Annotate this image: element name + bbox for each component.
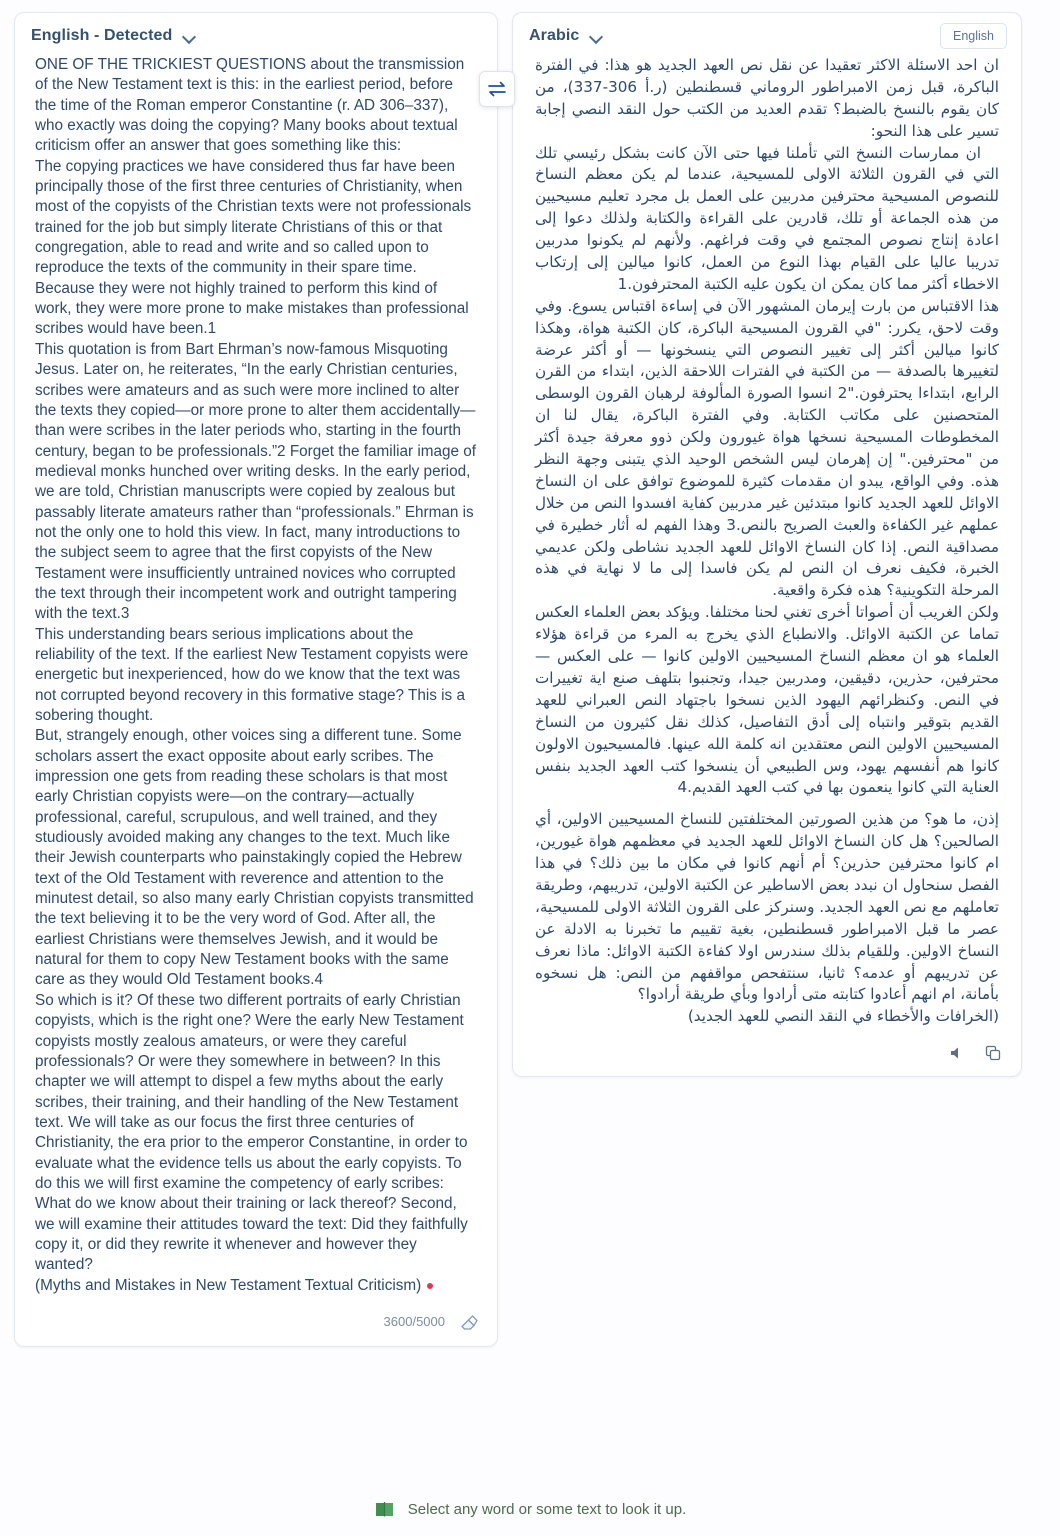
target-paragraph-citation: (الخرافات والأخطاء في النقد النصي للعهد الجديد) [687,1007,999,1026]
lookup-hint-text: Select any word or some text to look it up. [407,1500,687,1518]
copy-icon[interactable] [981,1042,1005,1064]
dictionary-icon [374,1500,396,1518]
source-paragraph-citation [35,1276,477,1296]
character-counter: 3600/5000 [383,1314,445,1330]
eraser-icon[interactable] [459,1312,479,1332]
translated-text[interactable] [513,51,1021,1034]
chevron-down-icon[interactable] [589,29,603,43]
source-paragraph: But, strangely enough, other voices sing a different tune. Some scholars assert the exact opposite about early scribes. The impression one gets from reading these scholars is that most early Christian copyists were—on the contrary—actually professional, careful, scrupulous, and well trained, and they studiously avoided making any changes to the text. Much like their Jewish counterparts who painstakingly copied the Hebrew text of the Old Testament with reverence and attention to the minutest detail, so also many early Christian copyists transmitted the text believing it to be the very word of God. After all, the earliest Christians were themselves Jewish, and it would be natural for them to copy New Testament books with the same care as they would Old Testament books.4 [35,727,474,989]
source-paragraph: This understanding bears serious implications about the reliability of the text. If the earliest New Testament copyists were energetic but inexperienced, how do we know that the text was not corrupted beyond recovery in this formative stage? This is a sobering thought. [35,625,469,724]
target-footer [513,1034,1021,1076]
swap-languages-icon [487,81,507,97]
chevron-down-icon[interactable] [182,29,196,43]
red-dot-marker [427,1283,433,1289]
source-text[interactable] [15,51,497,1302]
source-paragraph: This quotation is from Bart Ehrman’s now-famous Misquoting Jesus. Later on, he reiterates, “In the early Christian centuries, scribes were amateurs and as such were more inclined to alter the texts they copied—or more prone to alter them accidentally—than were scribes in the later periods who, starting in the fourth century, began to be professionals.”2 Forget the familiar image of medieval monks hunched over writing desks. In the early period, we are told, Christian manuscripts were copied by zealous but passably literate amateurs rather than “professionals.” Ehrman is not the only one to hold this view. In fact, many introductions to the subject seem to agree that the first copyists of the New Testament were insufficiently untrained novices who corrupted the text through their incompetent work and outright tampering with the text.3 [35,340,477,623]
lookup-hint [0,1500,1060,1518]
citation-text: (Myths and Mistakes in New Testament Textual Criticism) [35,1276,422,1294]
target-paragraph: هذا الاقتباس من بارت إيرمان المشهور الآن في إساءة اقتباس يسوع. وفي وقت لاحق، يكرر: "في القرون المسيحية الباكرة، كان الكتبة هواة، وهكذا كانوا ميالين أكثر إلى تغيير النصوص التي ينسخونها — أو أكثر عرضة لتغييرها بالصدفة — من الكتبة في الفترات اللاحقة الذين، ابتداء من القرن الرابع، ابتداءا يحترفون."2 انسوا الصورة المألوفة لرهبان القرون الوسطى المتحصنين على مكاتب الكتابة. وفي الفترة الباكرة، يقال لنا ان المخطوطات المسيحية نسخها هواة غيورون ولكن ذوو معرفة جيدة أكثر من "محترفين." إن إهرمان ليس الشخص الوحيد الذي يتبنى وجهة النظر هذه. وفي الواقع، يبدو ان مقدمات كثيرة للموضوع توافق على ان النساخ الاوائل للعهد الجديد كانوا مبتدئين غير مدربين كفاية افسدوا النص من خلال عملهم غير الكفاءة والعبث الصريح بالنص.3 وهذا الفهم له أثار خطيرة في مصداقية النص. إذا كان النساخ الاوائل للعهد الجديد نشاطى ولكن عديمي الخبرة، فكيف نعرف ان النص لم يكن فاسدا إلى ما لا نهاية في هذه المرحلة التكوينية؟ هذه فكرة واقعية. [535,296,1000,600]
english-toggle-button[interactable]: English [940,23,1007,49]
target-header [513,13,1021,51]
target-paragraph: ان ممارسات النسخ التي تأملنا فيها حتى الآن كانت بشكل رئيسي تلك التي في القرون الثلاثة الاولى للمسيحية، عندما لم يكن معظم النساخ للنصوص المسيحية محترفين مدربين على العمل بل مجرد تعليم مسيحيين من هذه الجماعة أو تلك، قادرين على القراءة والكتابة ولذلك دعوا إلى اعادة إنتاج نصوص المجتمع في وقت فراغهم. ولأنهم لم يكونوا مدربين تدريبا عاليا على القيام بهذا النوع من العمل، كانوا ميالين إلى إرتكاب الاخطاء أكثر مما كان يمكن ان يكون عليه الكتبة المحترفون.1 [535,143,999,293]
source-paragraph: So which is it? Of these two different portraits of early Christian copyists, which is the right one? Were the early New Testament copyists mostly zealous amateurs, or were they careful professionals? Or were they somewhere in between? In this chapter we will attempt to dispel a few myths about the early scribes, their training, and their handling of the New Testament text. We will take as our focus the first three centuries of Christianity, the era prior to the emperor Constantine, in order to evaluate what the evidence tells us about the early copyists. To do this we will first examine the competency of early scribes: What do we know about their training or lack thereof? Second, we will examine their attitudes toward the text: Did they faithfully copy it, or did they rewrite it whenever and however they wanted? [35,991,468,1274]
target-language-label: Arabic [529,27,580,44]
source-language-selector[interactable] [15,13,497,51]
swap-languages-button[interactable] [479,71,515,107]
target-language-selector[interactable] [529,23,603,45]
target-paragraph: ولكن الغريب أن أصواتا أخرى تغني لحنا مختلفا. ويؤكد بعض العلماء العكس تماما عن الكتبة الاوائل. والانطباع الذي يخرج به المرء من قراءة هؤلاء العلماء هو ان معظم النساخ المسيحيين الاولين كانوا — على العكس — محترفين، حذرين، دقيقين، ومدربين جيدا، وتجنبوا بتلهف صنع اية تغييرات في النص. وكنظرائهم اليهود الذين نسخوا باجتهاد النص العبراني للعهد القديم بتوقير وانتباه إلى أدق التفاصيل، كذلك نقل كثيرون من النساخ المسيحيين الاولين النص معتقدين انه كلمة الله عينها. فالمسيحيون الاولون كانوا هم أنفسهم يهود، وس الطبيعي أن ينسخوا كتب العهد الجديد بنفس العناية التي كانوا ينعمون بها في كتب العهد القديم.4 [535,603,999,797]
target-paragraph: ان احد الاسئلة الاكثر تعقيدا عن نقل نص العهد الجديد هو هذا: في الفترة الباكرة، قبل زمن الامبراطور الروماني قسطنطين (ر.أ 306-337)، من كان يقوم بالنسخ بالضبط؟ تقدم العديد من الكتب حول النقد النصي إجابة تسير على هذا النحو: [535,56,999,140]
speaker-icon[interactable] [945,1042,969,1064]
target-paragraph: إذن، ما هو؟ من هذين الصورتين المختلفتين للنساخ المسيحيين الاولين، أي الصالحين؟ هل كان النساخ الاوائل للعهد الجديد في معظمهم هواة غيورين، ام كانوا محترفين حذرين؟ أم أنهم كانوا في مكان ما بين ذلك؟ في هذا الفصل سنحاول ان نبدد بعض الاساطير عن الكتبة الاولين، تدريبهم، وطريقة تعاملهم مع نص العهد الجديد. وسنركز على القرون الثلاثة الاولى للمسيحية، عصر ما قبل الامبراطور قسطنطين، بغية تقييم ما تخبرنا به الادلة عن النساخ الاولين. وللقيام بذلك سندرس اولا كفاءة الكتبة الاوائل: ماذا نعرف عن تدريبهم أو عدمه؟ ثانيا، سنتفحص مواقفهم من النص: هل نسخوه بأمانة، ام انهم أعادوا كتابته متى أرادوا وبأي طريقة أرادوا؟ [535,810,999,1004]
source-panel [14,12,498,1347]
source-language-label: English - Detected [31,27,173,44]
source-footer [15,1302,497,1346]
source-paragraph: The copying practices we have considered thus far have been principally those of the first three centuries of Christianity, when most of the copyists of the Christian texts were not professionals trained for the job but simply literate Christians of this or that congregation, able to read and write and so called upon to reproduce the texts of the community in their spare time. Because they were not highly trained to perform this kind of work, they were more prone to make mistakes than professional scribes would have been.1 [35,157,472,338]
source-paragraph: ONE OF THE TRICKIEST QUESTIONS about the transmission of the New Testament text is this: in the earliest period, before the time of the Roman emperor Constantine (r. AD 306–337), who exactly was doing the copying? Many books about textual criticism offer an answer that goes something like this: [35,56,465,155]
target-panel [512,12,1022,1077]
